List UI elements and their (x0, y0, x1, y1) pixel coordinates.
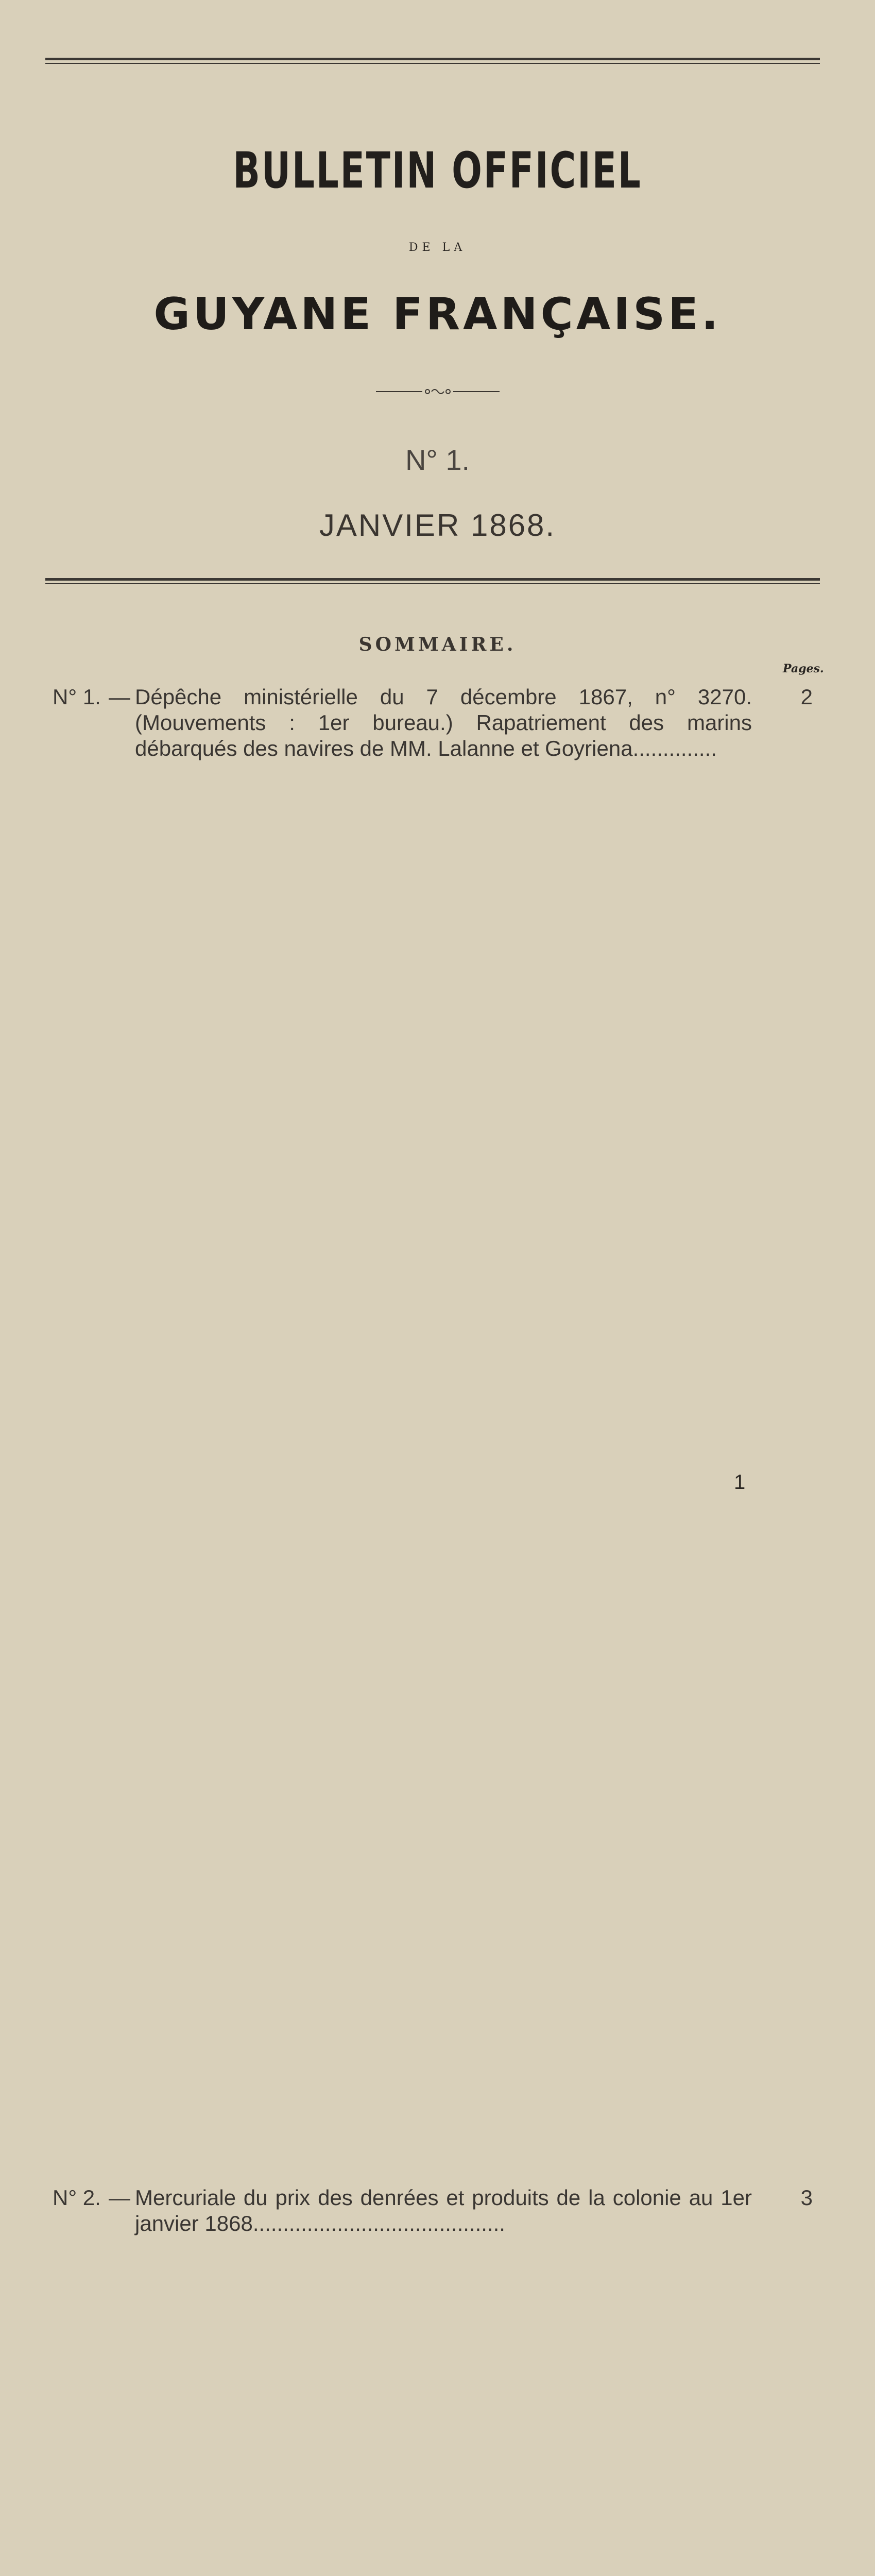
preposition: DE LA (408, 241, 467, 254)
issue-number: N° 1. (405, 444, 470, 476)
issue-month: JANVIER 1868. (319, 508, 556, 543)
sommaire-heading: SOMMAIRE. (358, 634, 517, 655)
pages-label: Pages. (783, 662, 824, 675)
ornament-divider (376, 386, 500, 397)
sommaire-list (53, 684, 835, 2576)
top-rule (45, 58, 820, 64)
entry-text: Mercuriale du prix des denrées et produits de la colonie au 1er janvier 1868.......................................... (135, 2185, 752, 2235)
entry-number: N° 2. (53, 2185, 101, 2210)
entry-dash: — (109, 685, 130, 709)
sommaire-entry (53, 2185, 835, 2576)
entry-text: Dépêche ministérielle du 7 décembre 1867, n° 3270. (Mouvements : 1er bureau.) Rapatriement des marins débarqués des navires de MM. Lalanne et Goyriena.............. (135, 685, 752, 760)
footer-page-number: 1 (734, 1471, 746, 1494)
bulletin-title: BULLETIN OFFICIEL (233, 142, 642, 199)
middle-rule (45, 578, 820, 584)
entry-dash: — (109, 2185, 130, 2210)
entry-page: 3 (800, 2185, 813, 2210)
region-title: GUYANE FRANÇAISE. (153, 289, 722, 340)
sommaire-entry (53, 684, 835, 2185)
entry-number: N° 1. (53, 685, 101, 709)
entry-page: 2 (800, 685, 813, 709)
